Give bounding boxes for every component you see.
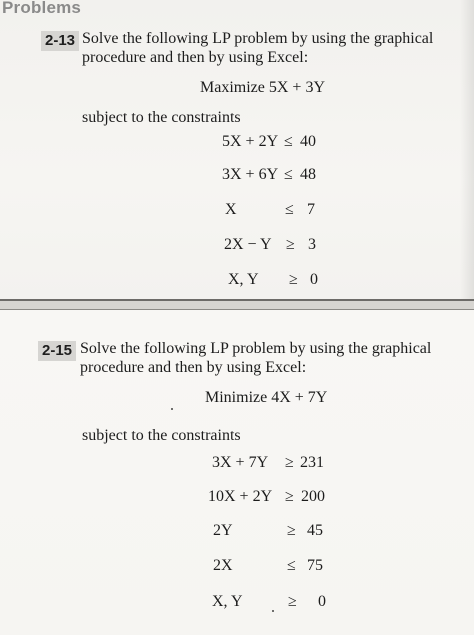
- problem-2-13-objective: Maximize 5X + 3Y: [200, 79, 325, 96]
- constraint-operator: ≥: [287, 522, 296, 539]
- constraint-lhs: 2X − Y: [224, 236, 272, 253]
- constraint-lhs: 10X + 2Y: [208, 488, 273, 505]
- constraint-row: [0, 557, 474, 577]
- constraint-row: [0, 271, 474, 291]
- section-header: Problems: [2, 0, 82, 17]
- paper-speck: [171, 408, 173, 410]
- problem-2-13-subject-to: subject to the constraints: [82, 109, 241, 126]
- problem-number-2-15: 2-15: [38, 341, 76, 361]
- constraint-operator: ≤: [284, 133, 293, 150]
- constraint-lhs: 3X + 7Y: [212, 454, 269, 471]
- constraint-operator: ≤: [285, 201, 294, 218]
- problem-2-13-statement-line2: procedure and then by using Excel:: [82, 49, 309, 66]
- constraint-lhs: 2Y: [213, 522, 233, 539]
- constraint-rhs: 200: [301, 488, 325, 505]
- constraint-operator: ≥: [285, 454, 294, 471]
- constraint-row: [0, 133, 474, 153]
- constraint-rhs: 3: [308, 236, 316, 253]
- constraint-operator: ≥: [285, 488, 294, 505]
- constraint-operator: ≥: [288, 593, 297, 610]
- problem-2-13-statement-line1: Solve the following LP problem by using the graphical: [82, 30, 434, 47]
- constraint-row: [0, 488, 474, 508]
- problem-2-15-statement-line2: procedure and then by using Excel:: [80, 359, 307, 376]
- problem-2-15-subject-to: subject to the constraints: [82, 427, 241, 444]
- constraint-row: [0, 522, 474, 542]
- constraint-row: [0, 454, 474, 474]
- problem-2-15-objective: Minimize 4X + 7Y: [205, 389, 328, 406]
- page-edge-line: [0, 299, 474, 301]
- constraint-row: [0, 166, 474, 186]
- constraint-rhs: 231: [300, 454, 324, 471]
- constraint-operator: ≤: [287, 557, 296, 574]
- constraint-row: [0, 593, 474, 613]
- constraint-row: [0, 236, 474, 256]
- constraint-rhs: 7: [307, 201, 315, 218]
- paper-speck: [272, 610, 274, 612]
- constraint-lhs: X, Y: [212, 593, 243, 610]
- problem-number-2-13: 2-13: [41, 31, 79, 51]
- constraint-lhs: 3X + 6Y: [222, 166, 279, 183]
- constraint-operator: ≥: [286, 236, 295, 253]
- constraint-rhs: 45: [307, 522, 323, 539]
- constraint-lhs: X: [225, 201, 237, 218]
- constraint-rhs: 0: [318, 593, 326, 610]
- constraint-rhs: 0: [310, 271, 318, 288]
- constraint-row: [0, 201, 474, 221]
- constraint-operator: ≥: [289, 271, 298, 288]
- constraint-lhs: 2X: [213, 557, 233, 574]
- constraint-rhs: 48: [300, 166, 316, 183]
- constraint-rhs: 75: [307, 557, 323, 574]
- constraint-rhs: 40: [300, 133, 316, 150]
- constraint-lhs: X, Y: [228, 271, 259, 288]
- problem-2-15-statement-line1: Solve the following LP problem by using the graphical: [80, 340, 432, 357]
- constraint-lhs: 5X + 2Y: [222, 133, 279, 150]
- constraint-operator: ≤: [284, 166, 293, 183]
